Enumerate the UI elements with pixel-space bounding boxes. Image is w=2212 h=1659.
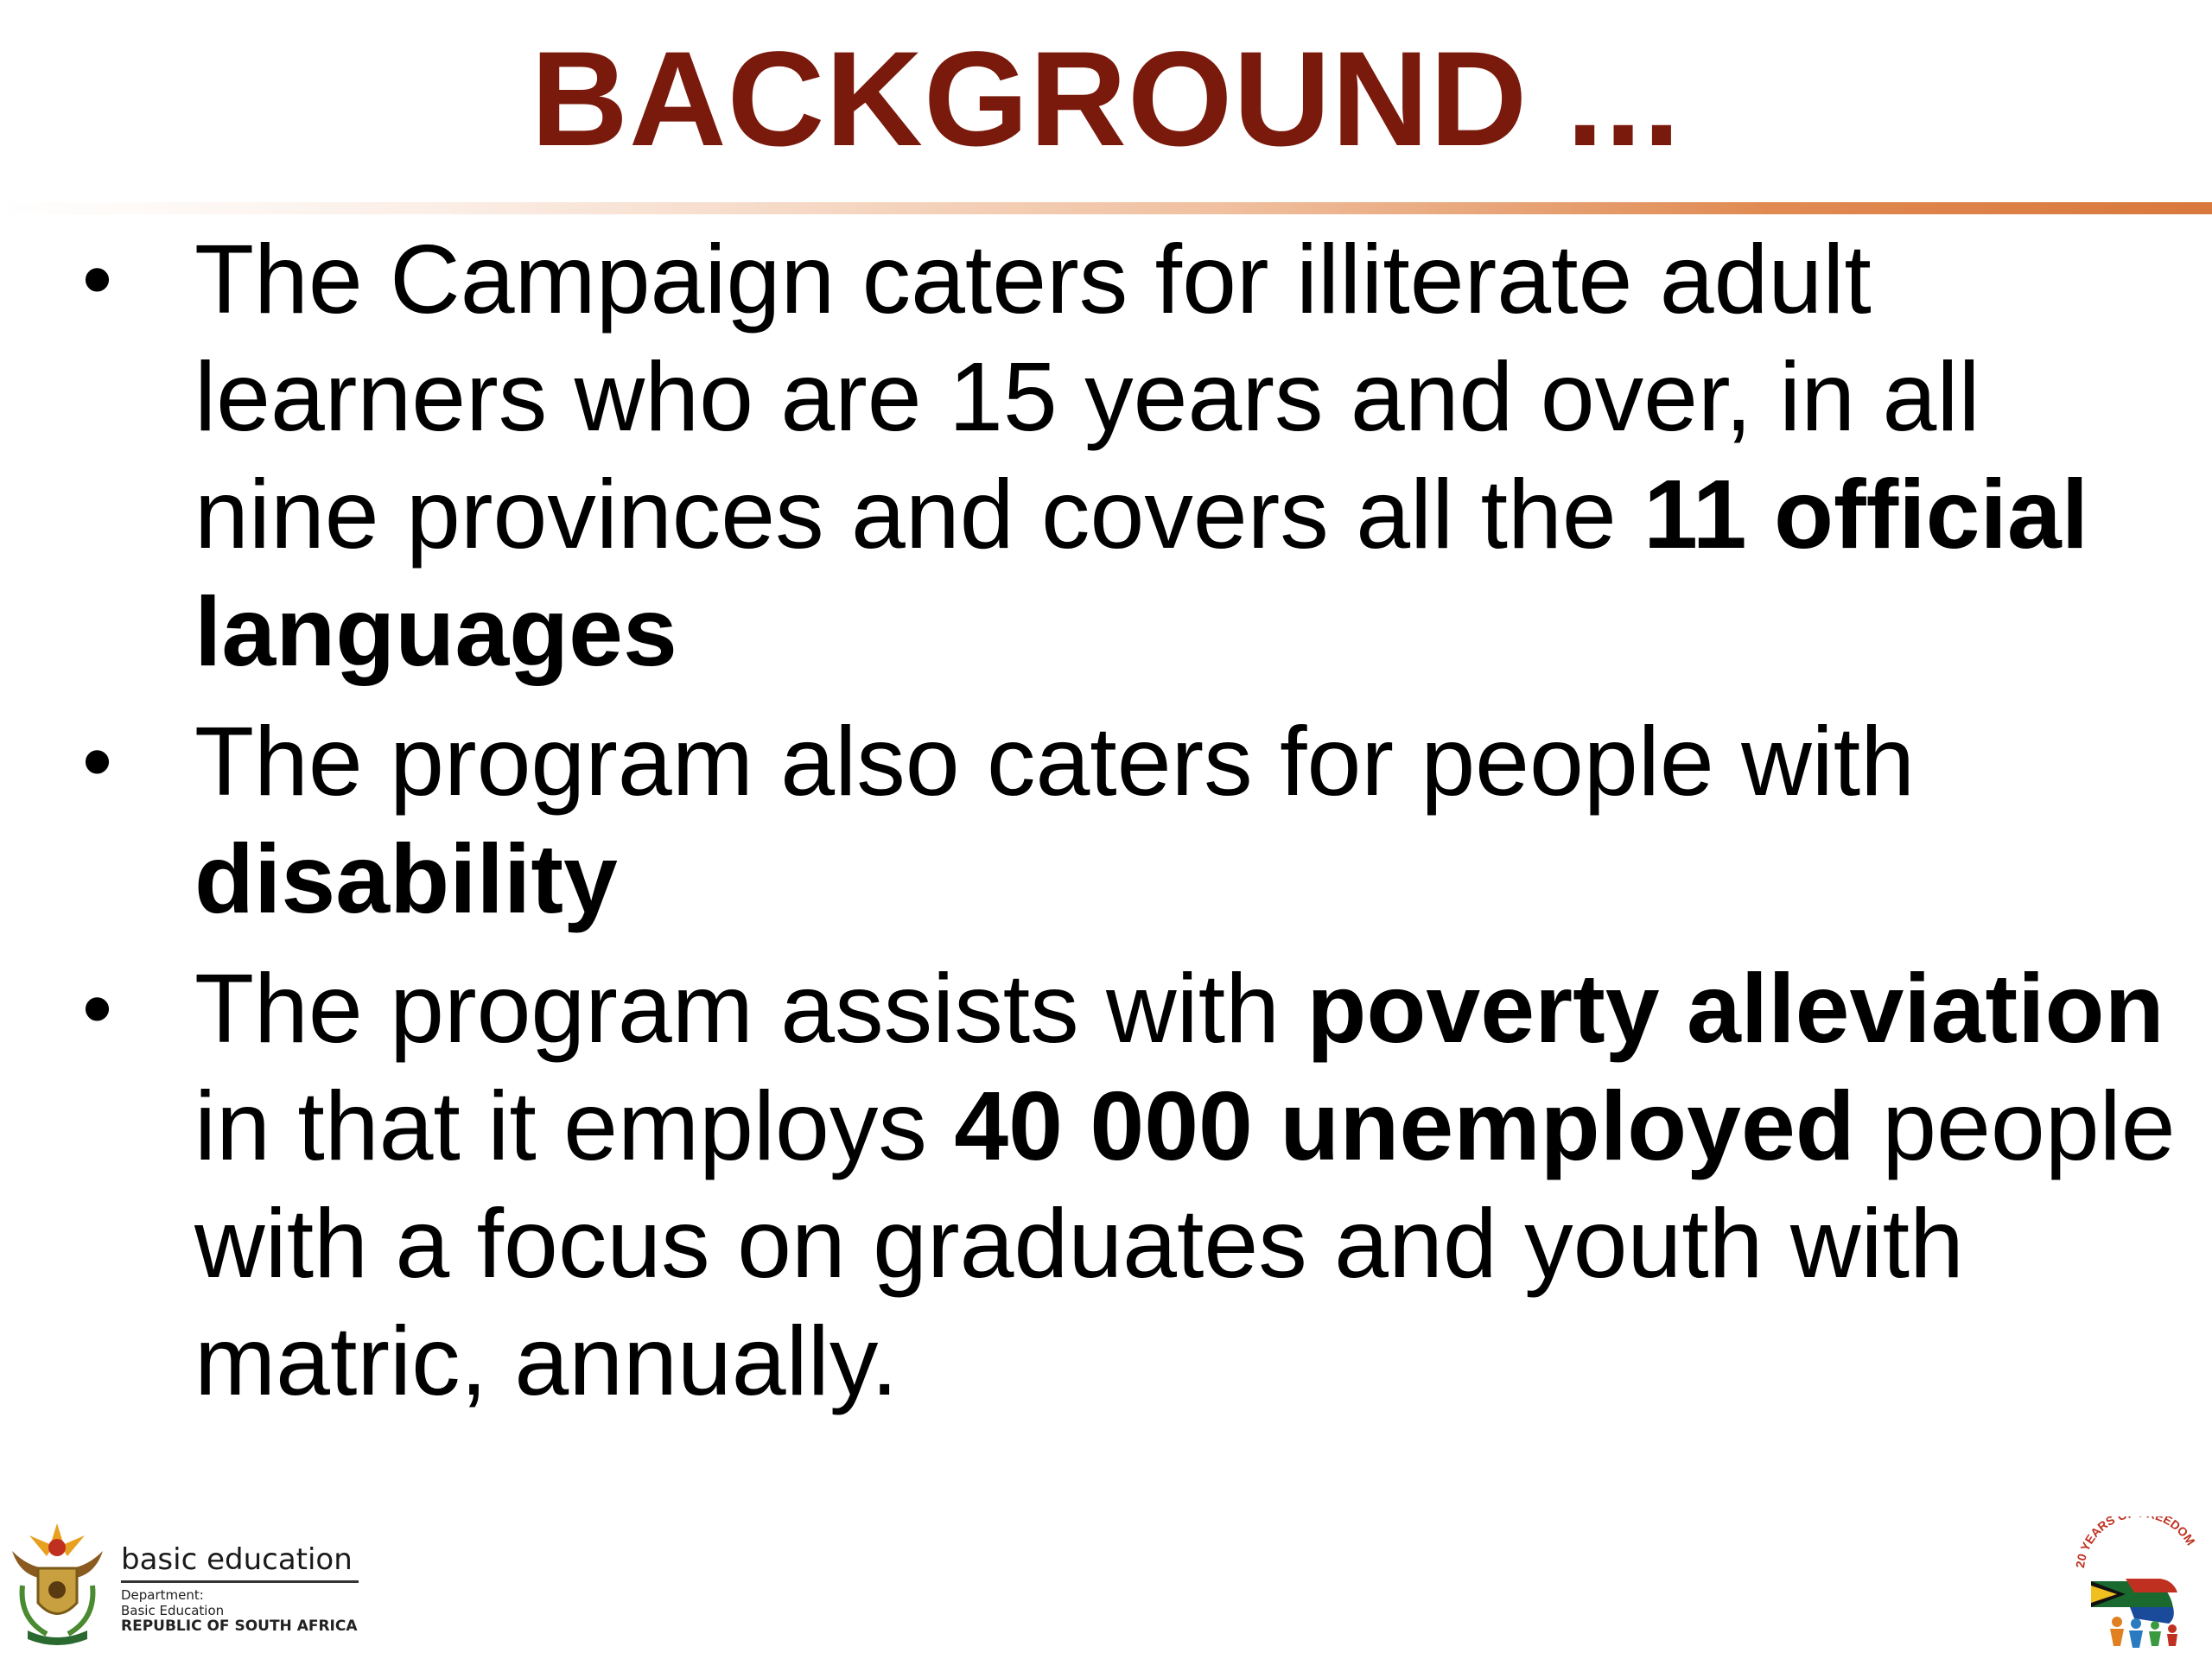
bullet-3-text-e: people with a focus on graduates and youth with matric, annually. xyxy=(194,1071,2176,1415)
department-name: basic education xyxy=(121,1542,353,1577)
bullet-list xyxy=(0,220,2212,1432)
20-years-of-freedom-logo xyxy=(2065,1516,2203,1655)
bullet-dot: • xyxy=(82,713,113,810)
bullet-1-text-a: The Campaign caters for illiterate adult learners who are 15 years and over, in all nine provinces and covers all the xyxy=(194,225,1980,569)
bullet-item-3 xyxy=(0,950,2212,1420)
bullet-2-text-a: The program also caters for people with xyxy=(194,707,1916,816)
bullet-3-text-a: The program assists with xyxy=(194,954,1307,1063)
department-subname: Basic Education xyxy=(121,1603,225,1618)
department-label: Department: xyxy=(121,1587,204,1603)
bullet-dot: • xyxy=(82,231,113,327)
bullet-3-text-c: in that it employs xyxy=(194,1071,955,1180)
bullet-3-text-d: 40 000 unemployed xyxy=(954,1071,1855,1180)
bullet-item-1 xyxy=(0,220,2212,690)
bullet-1-text-b: 11 official languages xyxy=(194,460,2089,686)
svg-text:20 YEARS OF FREEDOM xyxy=(2073,1516,2198,1568)
department-logo xyxy=(3,1516,366,1655)
anniversary-text: 20 YEARS EDOM xyxy=(2072,1516,2198,1569)
country-name: REPUBLIC OF SOUTH AFRICA xyxy=(121,1618,358,1635)
bullet-2-text-b: disability xyxy=(194,824,618,933)
title-divider xyxy=(0,202,2212,214)
bullet-3-text-b: poverty alleviation xyxy=(1306,954,2164,1063)
department-divider xyxy=(121,1580,359,1583)
slide-title: BACKGROUND ... xyxy=(531,24,1681,175)
coat-of-arms-icon xyxy=(3,1516,111,1646)
bullet-item-2 xyxy=(0,702,2212,938)
bullet-dot: • xyxy=(82,960,113,1057)
anniversary-logo xyxy=(2065,1516,2203,1655)
